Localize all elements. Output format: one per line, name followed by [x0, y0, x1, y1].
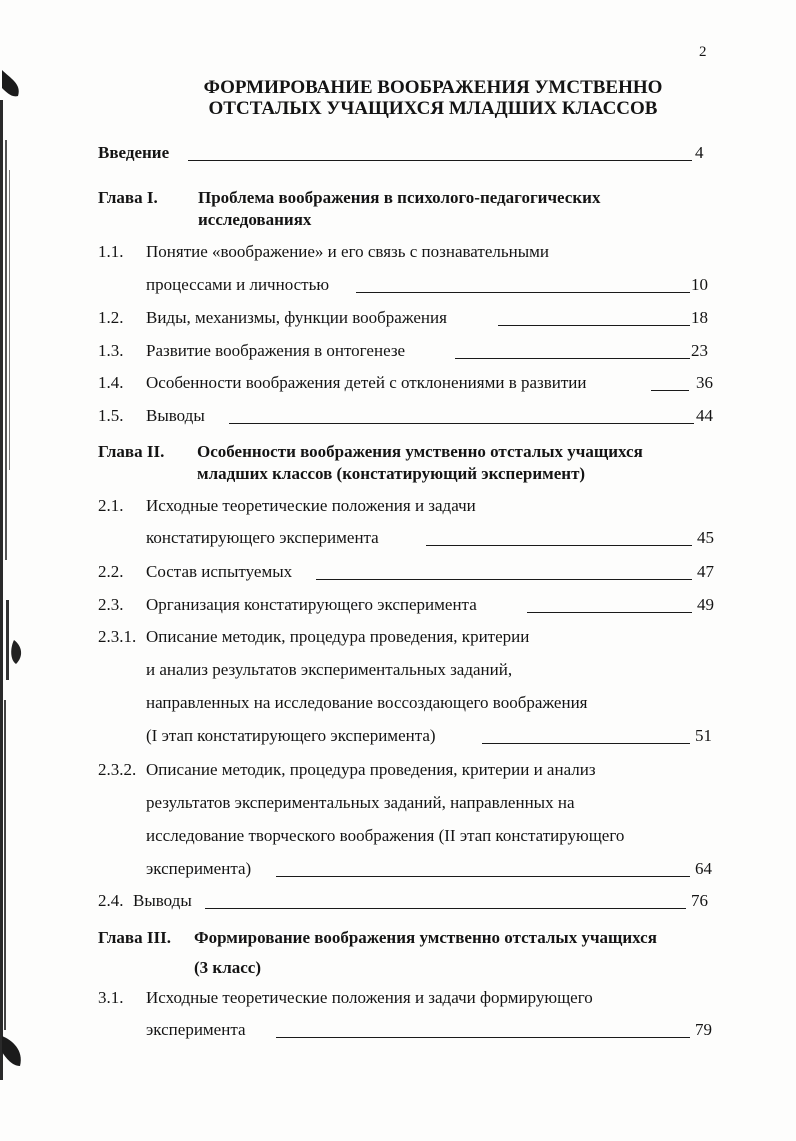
leader-line [651, 390, 689, 391]
section-number: 1.5. [98, 406, 124, 425]
toc-entry-1-1-cont[interactable] [0, 273, 796, 299]
leader-line [426, 545, 692, 546]
toc-entry-1-1[interactable] [0, 240, 796, 266]
toc-page-number: 44 [696, 406, 713, 425]
section-number: 1.4. [98, 373, 124, 392]
leader-line [205, 908, 686, 909]
toc-entry-title: процессами и личностью [146, 275, 330, 294]
leader-line [527, 612, 692, 613]
toc-entry-1-5[interactable] [0, 404, 796, 430]
toc-entry-2-3-1[interactable] [0, 625, 796, 651]
toc-entry-1-2[interactable] [0, 306, 796, 332]
toc-entry-3-1[interactable] [0, 986, 796, 1012]
toc-entry-intro[interactable] [0, 141, 796, 167]
section-number: 2.2. [98, 562, 124, 581]
toc-entry-title: Понятие «воображение» и его связь с познавательными [146, 242, 550, 261]
toc-entry-title: констатирующего эксперимента [146, 528, 379, 547]
toc-page-number: 18 [691, 308, 708, 327]
leader-line [356, 292, 690, 293]
toc-page-number: 23 [691, 341, 708, 360]
toc-page-number: 49 [697, 595, 714, 614]
toc-entry-title: Особенности воображения детей с отклонениями в развитии [146, 373, 587, 392]
chapter-title-line-1: Особенности воображения умственно отсталых учащихся [197, 442, 643, 461]
section-number: 2.3.1. [98, 627, 137, 646]
chapter-title-line-2: младших классов (констатирующий эксперимент) [197, 464, 586, 483]
toc-page-number: 51 [695, 726, 712, 745]
page-number: 2 [699, 44, 707, 60]
leader-line [229, 423, 694, 424]
toc-entry-title: (I этап констатирующего эксперимента) [146, 726, 436, 745]
chapter-number: Глава III. [98, 928, 171, 947]
toc-entry-2-1-cont[interactable] [0, 526, 796, 552]
toc-entry-title: Введение [98, 143, 170, 162]
toc-entry-title: и анализ результатов экспериментальных заданий, [146, 660, 513, 679]
leader-line [276, 876, 690, 877]
toc-entry-2-2[interactable] [0, 560, 796, 586]
toc-entry-title: Описание методик, процедура проведения, критерии [146, 627, 530, 646]
chapter-title-line-1: Проблема воображения в психолого-педагогических [198, 188, 601, 207]
toc-entry-title: Выводы [146, 406, 205, 425]
toc-page-number: 76 [691, 891, 708, 910]
section-number: 2.3.2. [98, 760, 137, 779]
chapter-title-line-2: (3 класс) [194, 958, 261, 977]
toc-entry-title: Организация констатирующего эксперимента [146, 595, 477, 614]
toc-page-number: 47 [697, 562, 714, 581]
toc-page-number: 79 [695, 1020, 712, 1039]
toc-entry-title: Исходные теоретические положения и задачи [146, 496, 476, 515]
toc-entry-2-1[interactable] [0, 494, 796, 520]
toc-entry-title: Описание методик, процедура проведения, критерии и анализ [146, 760, 596, 779]
toc-entry-2-3-2-cont[interactable] [0, 857, 796, 883]
leader-line [316, 579, 692, 580]
toc-entry-2-3-1-cont [0, 658, 796, 684]
toc-entry-1-4[interactable] [0, 371, 796, 397]
toc-page-number: 4 [695, 143, 704, 162]
toc-entry-1-3[interactable] [0, 339, 796, 365]
title-line-2: ОТСТАЛЫХ УЧАЩИХСЯ МЛАДШИХ КЛАССОВ [208, 98, 658, 119]
section-number: 2.1. [98, 496, 124, 515]
toc-entry-2-3-2-cont [0, 824, 796, 850]
toc-entry-title: Развитие воображения в онтогенезе [146, 341, 406, 360]
leader-line [498, 325, 690, 326]
chapter-title-line-2: исследованиях [198, 210, 312, 229]
chapter-number: Глава II. [98, 442, 165, 461]
section-number: 2.3. [98, 595, 124, 614]
document-title [120, 77, 746, 119]
toc-page-number: 45 [697, 528, 714, 547]
section-number: 2.4. [98, 891, 124, 910]
toc-entry-title: Выводы [133, 891, 192, 910]
section-number: 3.1. [98, 988, 124, 1007]
toc-entry-2-3-1-cont [0, 691, 796, 717]
leader-line [276, 1037, 690, 1038]
toc-entry-2-3-2-cont [0, 791, 796, 817]
leader-line [188, 160, 692, 161]
toc-entry-title: эксперимента [146, 1020, 246, 1039]
toc-entry-2-3-2[interactable] [0, 758, 796, 784]
toc-entry-2-3[interactable] [0, 593, 796, 619]
title-line-1: ФОРМИРОВАНИЕ ВООБРАЖЕНИЯ УМСТВЕННО [203, 77, 663, 98]
toc-entry-title: Состав испытуемых [146, 562, 293, 581]
leader-line [482, 743, 690, 744]
leader-line [455, 358, 690, 359]
toc-page-number: 36 [696, 373, 713, 392]
section-number: 1.1. [98, 242, 124, 261]
toc-entry-title: исследование творческого воображения (II этап констатирующего [146, 826, 625, 845]
section-number: 1.3. [98, 341, 124, 360]
toc-entry-title: Исходные теоретические положения и задачи формирующего [146, 988, 593, 1007]
toc-entry-title: направленных на исследование воссоздающего воображения [146, 693, 588, 712]
toc-page-number: 64 [695, 859, 712, 878]
section-number: 1.2. [98, 308, 124, 327]
chapter-number: Глава I. [98, 188, 158, 207]
toc-entry-3-1-cont[interactable] [0, 1018, 796, 1044]
toc-entry-title: эксперимента) [146, 859, 252, 878]
chapter-title-line-1: Формирование воображения умственно отсталых учащихся [194, 928, 657, 947]
toc-entry-2-3-1-cont[interactable] [0, 724, 796, 750]
toc-page-number: 10 [691, 275, 708, 294]
toc-entry-2-4[interactable] [0, 889, 796, 915]
toc-entry-title: результатов экспериментальных заданий, направленных на [146, 793, 575, 812]
toc-entry-title: Виды, механизмы, функции воображения [146, 308, 447, 327]
